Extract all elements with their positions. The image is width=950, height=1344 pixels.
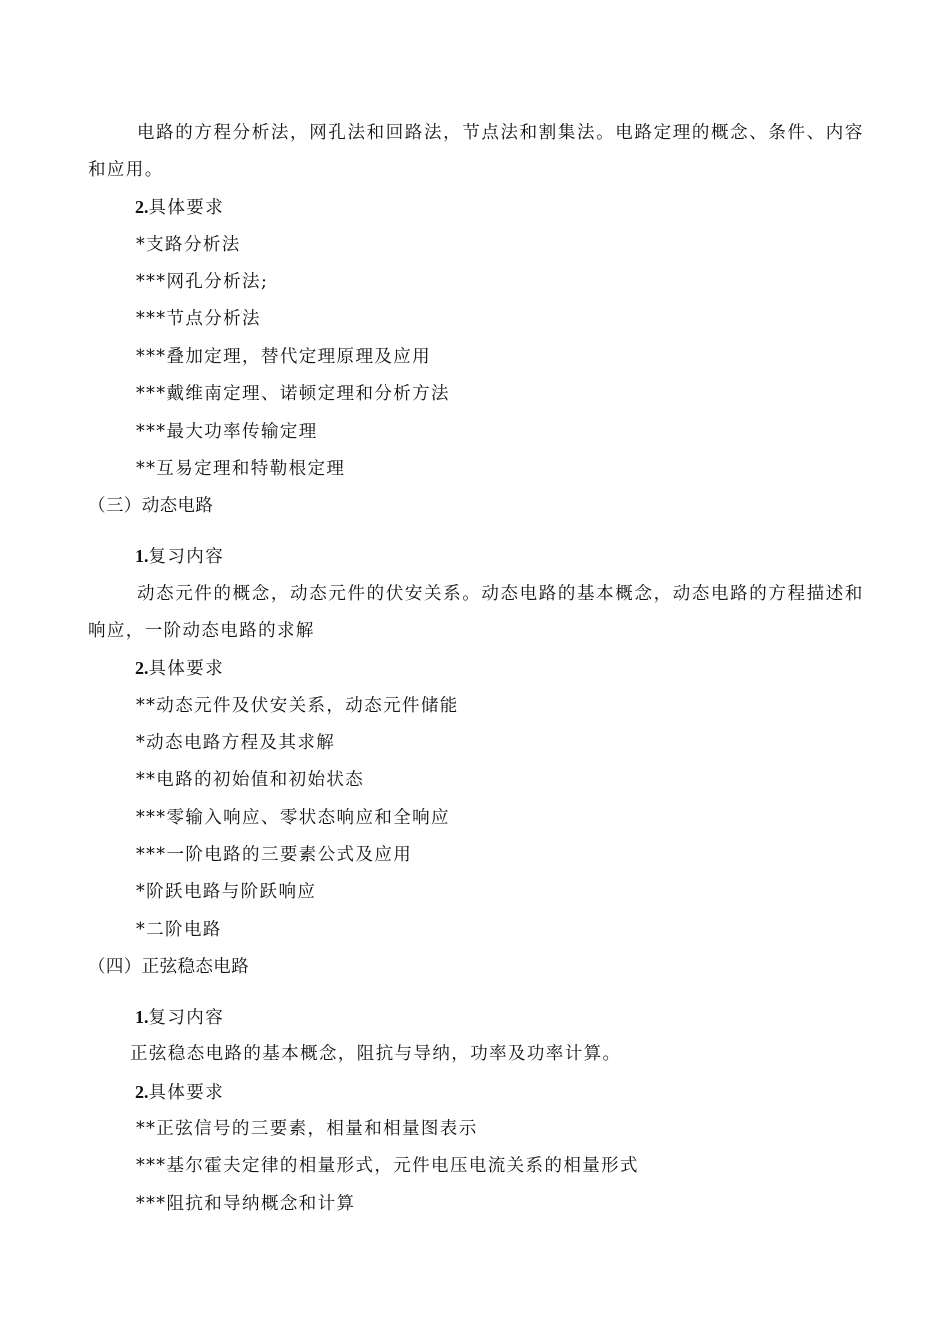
paragraph-line: 正弦稳态电路的基本概念，阻抗与导纳，功率及功率计算。 xyxy=(130,1044,622,1064)
list-item: **动态元件及伏安关系，动态元件储能 xyxy=(136,696,459,716)
subheading-title: 具体要求 xyxy=(148,1083,225,1103)
section-heading: （四）正弦稳态电路 xyxy=(88,957,250,977)
list-item: **电路的初始值和初始状态 xyxy=(136,770,365,790)
list-item: *支路分析法 xyxy=(136,235,241,255)
subheading-number: 1. xyxy=(135,1007,149,1027)
list-item: ***零输入响应、零状态响应和全响应 xyxy=(136,808,450,828)
subheading-review xyxy=(135,544,224,569)
section-heading: （三）动态电路 xyxy=(88,496,214,516)
list-item: **互易定理和特勒根定理 xyxy=(136,459,346,479)
paragraph-line: 电路的方程分析法，网孔法和回路法，节点法和割集法。电路定理的概念、条件、内容 xyxy=(137,123,863,143)
list-item: *二阶电路 xyxy=(136,920,222,940)
list-item: *动态电路方程及其求解 xyxy=(136,733,336,753)
subheading-title: 具体要求 xyxy=(148,198,225,218)
paragraph-line: 和应用。 xyxy=(88,160,164,180)
list-item: ***最大功率传输定理 xyxy=(136,422,318,442)
list-item: ***节点分析法 xyxy=(136,309,261,329)
list-item: ***阻抗和导纳概念和计算 xyxy=(136,1194,356,1214)
paragraph-line: 动态元件的概念，动态元件的伏安关系。动态电路的基本概念，动态电路的方程描述和 xyxy=(137,584,863,604)
list-item: *阶跃电路与阶跃响应 xyxy=(136,882,317,902)
list-item: ***叠加定理，替代定理原理及应用 xyxy=(136,347,432,367)
paragraph-line: 响应，一阶动态电路的求解 xyxy=(88,621,315,641)
list-item: ***网孔分析法; xyxy=(136,272,269,292)
list-item: ***基尔霍夫定律的相量形式，元件电压电流关系的相量形式 xyxy=(136,1156,639,1176)
subheading-number: 2. xyxy=(135,658,149,678)
subheading-number: 1. xyxy=(135,546,149,566)
list-item: ***一阶电路的三要素公式及应用 xyxy=(136,845,413,865)
subheading-requirements xyxy=(135,1080,224,1105)
list-item: ***戴维南定理、诺顿定理和分析方法 xyxy=(136,384,450,404)
subheading-review xyxy=(135,1005,224,1030)
subheading-number: 2. xyxy=(135,1082,149,1102)
list-item: **正弦信号的三要素，相量和相量图表示 xyxy=(136,1119,478,1139)
subheading-number: 2. xyxy=(135,197,149,217)
subheading-requirements xyxy=(135,195,224,220)
subheading-requirements xyxy=(135,656,224,681)
subheading-title: 具体要求 xyxy=(148,659,225,679)
subheading-title: 复习内容 xyxy=(148,1008,225,1028)
subheading-title: 复习内容 xyxy=(148,547,225,567)
